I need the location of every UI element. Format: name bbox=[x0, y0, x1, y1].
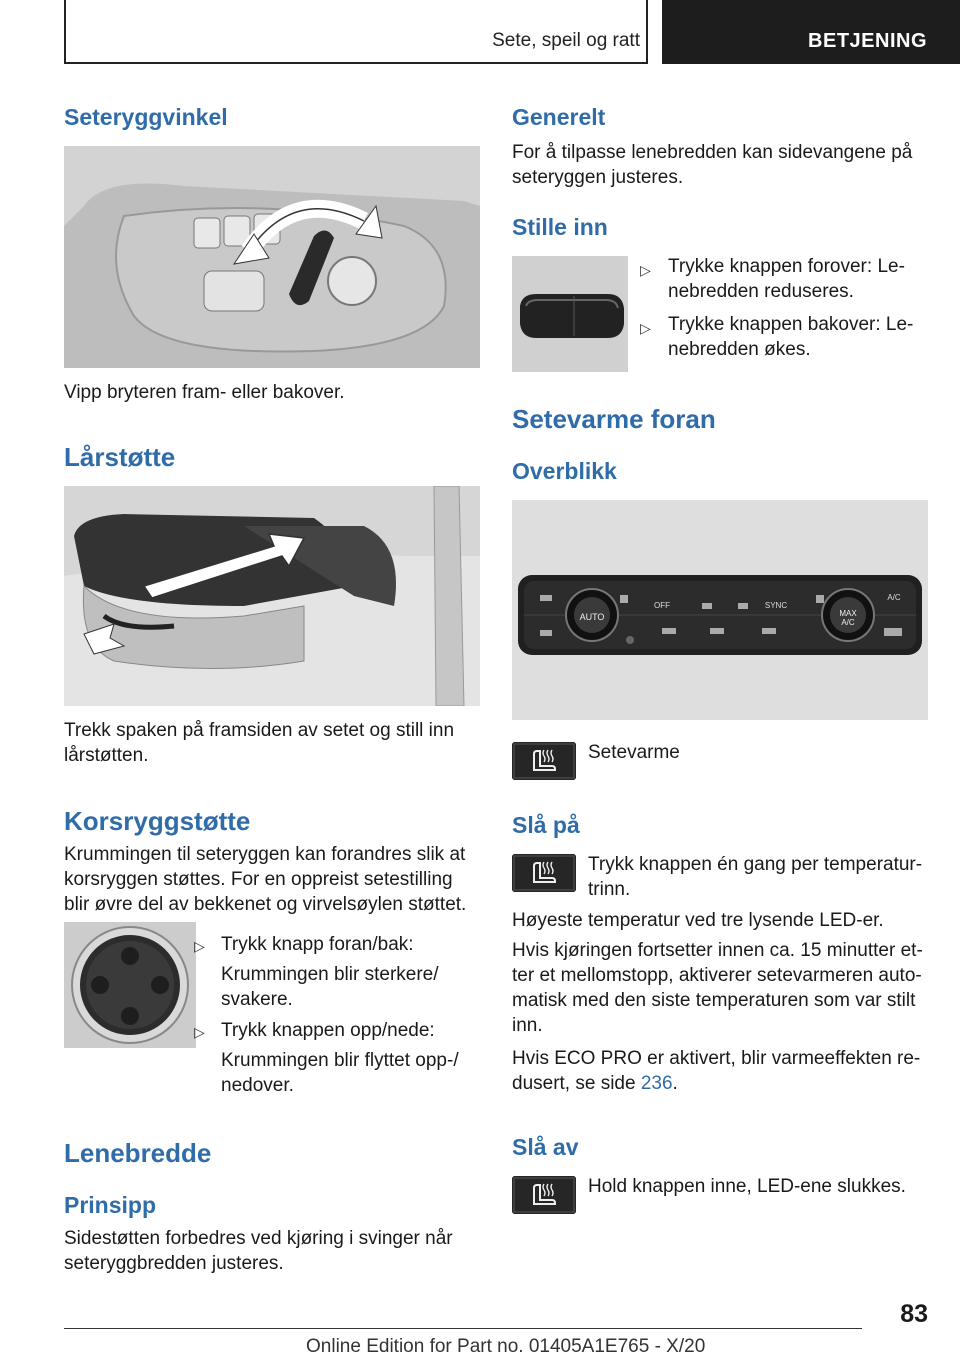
list-item-korsrygg-1-sub-line-1: Krummingen blir sterkere/ bbox=[221, 964, 439, 985]
paragraph-sla-pa-3 bbox=[512, 1046, 920, 1096]
panel-label-ac: A/C bbox=[887, 593, 901, 602]
list-bullet-4: ▷ bbox=[640, 320, 651, 336]
heading-larstotte: Lårstøtte bbox=[64, 442, 176, 472]
list-item-stille-2-line-1: Trykke knappen bakover: Le- bbox=[668, 314, 914, 335]
panel-label-sync: SYNC bbox=[764, 601, 788, 610]
body-generelt-line-2: seteryggen justeres. bbox=[512, 167, 684, 188]
seat-backrest-switch-illustration bbox=[64, 146, 480, 368]
instruction-sla-av: Hold knappen inne, LED-ene slukkes. bbox=[588, 1176, 906, 1197]
header-chapter-tab bbox=[662, 0, 960, 64]
list-item-stille-1-line-2: nebredden reduseres. bbox=[668, 281, 854, 302]
list-item-korsrygg-2-sub bbox=[221, 1048, 459, 1098]
body-lenebredde bbox=[64, 1226, 453, 1276]
paragraph-sla-pa-3-line-1: Hvis ECO PRO er aktivert, blir varmeeffekten re- bbox=[512, 1048, 921, 1069]
list-item-stille-1-line-1: Trykke knappen forover: Le- bbox=[668, 256, 905, 277]
list-item-korsrygg-1-sub bbox=[221, 962, 439, 1012]
list-bullet-1: ▷ bbox=[194, 938, 205, 954]
panel-label-max: MAX bbox=[839, 609, 857, 618]
instruction-sla-pa bbox=[588, 852, 922, 902]
header-chapter-label: BETJENING bbox=[808, 30, 927, 52]
heading-stille-inn: Stille inn bbox=[512, 214, 608, 240]
page-number: 83 bbox=[900, 1300, 928, 1328]
footer-edition: Online Edition for Part no. 01405A1E765 - X/20 bbox=[306, 1336, 706, 1357]
panel-label-auto: AUTO bbox=[579, 612, 605, 622]
paragraph-sla-pa-3-line-2-post: . bbox=[672, 1073, 678, 1094]
caption-larstotte-line-1: Trekk spaken på framsiden av setet og still inn bbox=[64, 720, 455, 741]
panel-label-max-ac: A/C bbox=[841, 618, 855, 627]
page-reference-link[interactable]: 236 bbox=[640, 1073, 673, 1094]
list-item-stille-1 bbox=[668, 254, 905, 304]
paragraph-sla-pa-3-line-2-pre: dusert, se side bbox=[512, 1073, 641, 1094]
body-korsryggstotte-line-2: korsryggen støttes. For en oppreist setestilling bbox=[64, 869, 453, 890]
instruction-sla-pa-line-1: Trykk knappen én gang per temperatur- bbox=[588, 854, 923, 875]
instruction-sla-pa-line-2: trinn. bbox=[588, 879, 631, 900]
heading-korsryggstotte: Korsryggstøtte bbox=[64, 806, 251, 836]
body-korsryggstotte-line-1: Krummingen til seteryggen kan forandres slik at bbox=[64, 844, 466, 865]
heading-setevarme-foran: Setevarme foran bbox=[512, 404, 716, 434]
climate-control-panel-illustration bbox=[512, 500, 928, 720]
list-item-stille-2 bbox=[668, 312, 913, 362]
paragraph-sla-pa-2-line-1: Hvis kjøringen fortsetter innen ca. 15 minutter et- bbox=[512, 940, 923, 961]
list-bullet-3: ▷ bbox=[640, 262, 651, 278]
body-generelt bbox=[512, 140, 912, 190]
label-setevarme: Setevarme bbox=[588, 742, 680, 763]
thigh-support-illustration bbox=[64, 486, 480, 706]
backrest-width-button-illustration bbox=[512, 256, 628, 372]
body-korsryggstotte bbox=[64, 842, 466, 917]
heading-sla-av: Slå av bbox=[512, 1134, 579, 1160]
heading-seteryggvinkel: Seteryggvinkel bbox=[64, 104, 228, 130]
seat-heating-icon bbox=[512, 1176, 576, 1214]
caption-larstotte bbox=[64, 718, 454, 768]
caption-larstotte-line-2: lårstøtten. bbox=[64, 745, 149, 766]
paragraph-sla-pa-1: Høyeste temperatur ved tre lysende LED-er. bbox=[512, 910, 884, 931]
list-item-korsrygg-1: Trykk knapp foran/bak: bbox=[221, 934, 414, 955]
list-item-korsrygg-2-sub-line-2: nedover. bbox=[221, 1075, 294, 1096]
panel-label-off: OFF bbox=[654, 601, 670, 610]
seat-heating-icon bbox=[512, 742, 576, 780]
list-item-stille-2-line-2: nebredden økes. bbox=[668, 339, 811, 360]
header-section-title: Sete, speil og ratt bbox=[492, 30, 640, 51]
paragraph-sla-pa-2 bbox=[512, 938, 923, 1038]
paragraph-sla-pa-2-line-4: inn. bbox=[512, 1015, 543, 1036]
list-item-korsrygg-2-sub-line-1: Krummingen blir flyttet opp-/ bbox=[221, 1050, 459, 1071]
heading-sla-pa: Slå på bbox=[512, 812, 580, 838]
lumbar-support-button-illustration bbox=[64, 922, 196, 1048]
seat-heating-icon bbox=[512, 854, 576, 892]
body-generelt-line-1: For å tilpasse lenebredden kan sidevangene på bbox=[512, 142, 913, 163]
paragraph-sla-pa-2-line-2: ter et mellomstopp, aktiverer setevarmeren auto- bbox=[512, 965, 922, 986]
paragraph-sla-pa-2-line-3: matisk med den siste temperaturen som var stilt bbox=[512, 990, 916, 1011]
heading-lenebredde: Lenebredde bbox=[64, 1138, 212, 1168]
subheading-prinsipp: Prinsipp bbox=[64, 1192, 157, 1218]
footer-divider bbox=[64, 1328, 862, 1329]
heading-generelt: Generelt bbox=[512, 104, 606, 130]
list-bullet-2: ▷ bbox=[194, 1024, 205, 1040]
body-lenebredde-line-1: Sidestøtten forbedres ved kjøring i svinger når bbox=[64, 1228, 453, 1249]
list-item-korsrygg-1-sub-line-2: svakere. bbox=[221, 989, 293, 1010]
list-item-korsrygg-2: Trykk knappen opp/nede: bbox=[221, 1020, 435, 1041]
subheading-overblikk: Overblikk bbox=[512, 458, 617, 484]
body-korsryggstotte-line-3: blir øvre del av bekkenet og virvelsøylen støttet. bbox=[64, 894, 467, 915]
caption-seteryggvinkel: Vipp bryteren fram- eller bakover. bbox=[64, 382, 345, 403]
body-lenebredde-line-2: seteryggbredden justeres. bbox=[64, 1253, 284, 1274]
